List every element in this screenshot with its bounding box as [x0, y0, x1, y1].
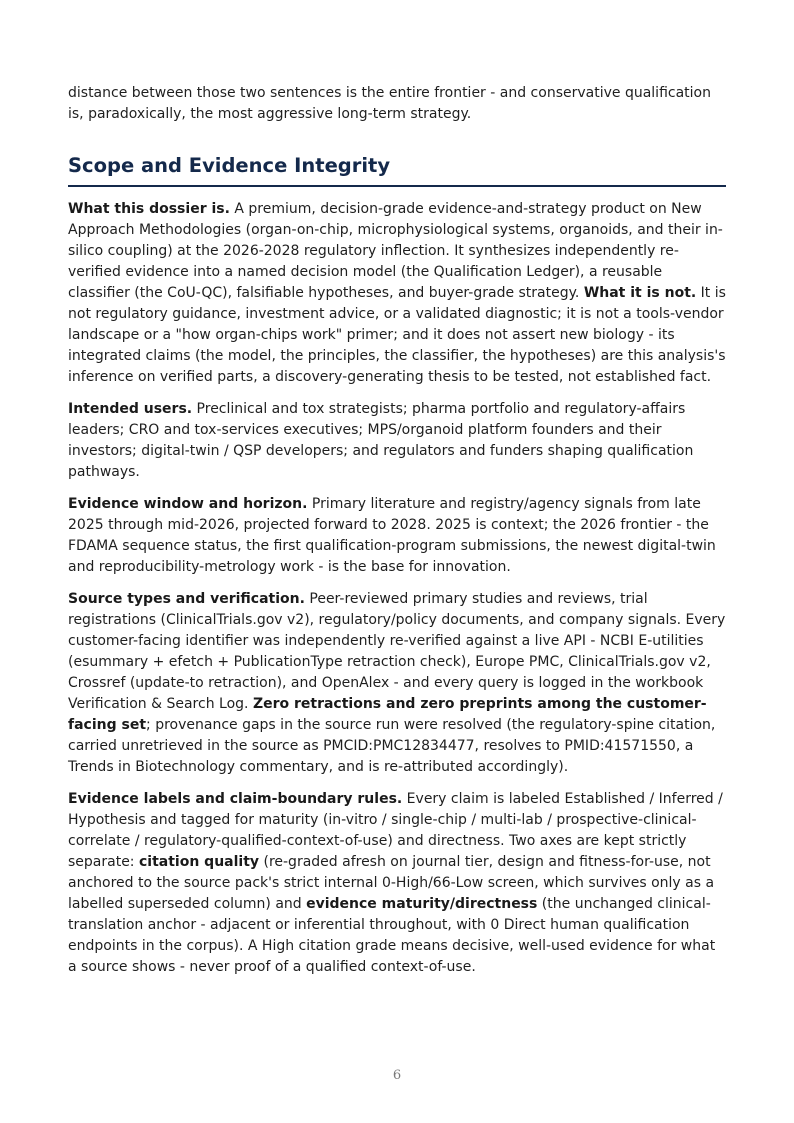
- section-heading: Scope and Evidence Integrity: [68, 153, 726, 187]
- users-text: Preclinical and tox strategists; pharma portfolio and regulatory-affairs leaders; CRO and tox-services executives; MPS/organoid platform founders and their investors; digital-twin / QSP developers; and regulators and funders shaping qualification pathways.: [68, 401, 694, 480]
- labels-label: Evidence labels and claim-boundary rules.: [68, 791, 403, 807]
- sources-paragraph: [68, 589, 726, 778]
- window-text: Primary literature and registry/agency signals from late 2025 through mid-2026, projected forward to 2028. 2025 is context; the 2026 frontier - the FDAMA sequence status, the first qualification-program submissions, the newest digital-twin and reproducibility-metrology work - is the base for innovation.: [68, 496, 716, 575]
- citation-quality-term: citation quality: [138, 854, 260, 870]
- evidence-maturity-term: evidence maturity/directness: [306, 896, 538, 912]
- dossier-not-label: What it is not.: [583, 285, 697, 301]
- labels-text-3: (the unchanged clinical-translation anchor - adjacent or inferential throughout, with 0 Direct human qualification endpoints in the corpus). A High citation grade means decisive, well-used evidence for what a source shows - never proof of a qualified context-of-use.: [68, 896, 716, 975]
- dossier-not-text: It is not regulatory guidance, investment advice, or a validated diagnostic; it is not a tools-vendor landscape or a "how organ-chips work" primer; and it does not assert new biology - its integrated claims (the model, the principles, the classifier, the hypotheses) are this analysis's inference on verified parts, a discovery-generating thesis to be tested, not established fact.: [68, 285, 726, 385]
- sources-label: Source types and verification.: [68, 591, 305, 607]
- users-paragraph: [68, 399, 726, 483]
- document-page: [68, 83, 726, 989]
- sources-bold-statement: Zero retractions and zero preprints among the customer-facing set: [68, 696, 707, 733]
- users-label: Intended users.: [68, 401, 193, 417]
- sources-text-2: ; provenance gaps in the source run were resolved (the regulatory-spine citation, carried unretrieved in the source as PMCID:PMC12834477, resolves to PMID:41571550, a Trends in Biotechnology commentary, and is re-attributed accordingly).: [68, 717, 716, 775]
- dossier-paragraph: [68, 199, 726, 388]
- window-paragraph: [68, 494, 726, 578]
- labels-text-2: (re-graded afresh on journal tier, design and fitness-for-use, not anchored to the source pack's strict internal 0-High/66-Low screen, which survives only as a labelled superseded column) and: [68, 854, 715, 912]
- labels-paragraph: [68, 789, 726, 978]
- sources-text: Peer-reviewed primary studies and reviews, trial registrations (ClinicalTrials.gov v2), regulatory/policy documents, and company signals. Every customer-facing identifier was independently re-verified against a live API - NCBI E-utilities (esummary + efetch + PublicationType retraction check), Europe PMC, ClinicalTrials.gov v2, Crossref (update-to retraction), and OpenAlex - and every query is logged in the workbook Verification & Search Log.: [68, 591, 726, 712]
- page-number: 6: [392, 1068, 402, 1083]
- dossier-text: A premium, decision-grade evidence-and-strategy product on New Approach Methodologies (organ-on-chip, microphysiological systems, organoids, and their in-silico coupling) at the 2026-2028 regulatory inflection. It synthesizes independently re-verified evidence into a named decision model (the Qualification Ledger), a reusable classifier (the CoU-QC), falsifiable hypotheses, and buyer-grade strategy.: [68, 201, 723, 301]
- labels-text: Every claim is labeled Established / Inferred / Hypothesis and tagged for maturity (in-vitro / single-chip / multi-lab / prospective-clinical-correlate / regulatory-qualified-context-of-use) and directness. Two axes are kept strictly separate:: [68, 791, 723, 870]
- intro-paragraph: distance between those two sentences is the entire frontier - and conservative qualification is, paradoxically, the most aggressive long-term strategy.: [68, 85, 711, 122]
- section-body: [68, 199, 726, 978]
- window-label: Evidence window and horizon.: [68, 496, 308, 512]
- dossier-label: What this dossier is.: [68, 201, 230, 217]
